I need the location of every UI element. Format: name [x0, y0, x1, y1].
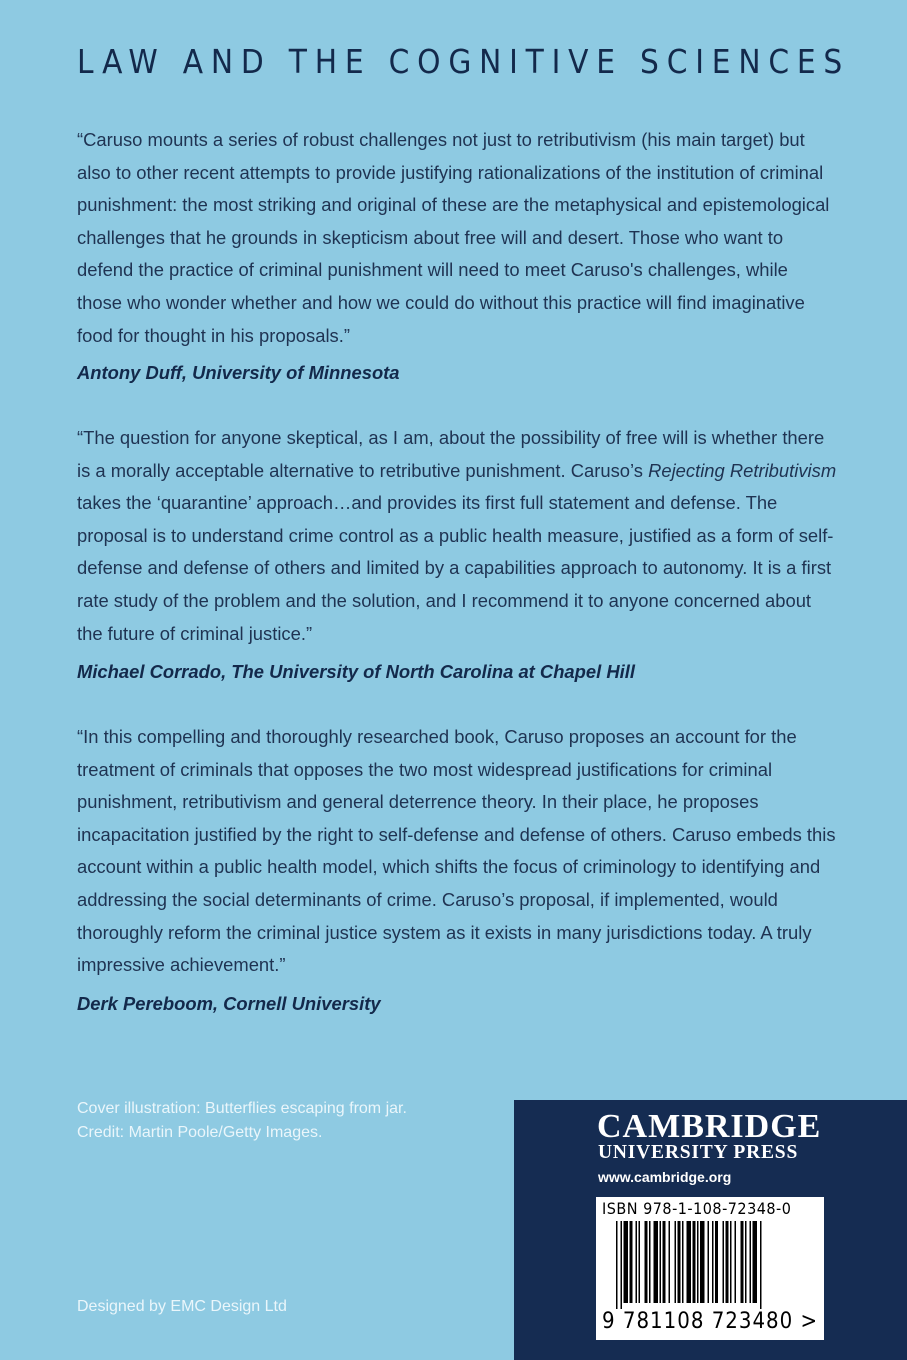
barcode-bar: [693, 1221, 696, 1303]
barcode-bar: [687, 1221, 692, 1303]
barcode-bar: [675, 1221, 677, 1303]
book-title-italic: Rejecting Retributivism: [648, 459, 837, 481]
barcode-icon: [602, 1221, 818, 1309]
barcode-bar: [663, 1221, 666, 1303]
review-author-2: Michael Corrado, The University of North Carolina at Chapel Hill: [77, 661, 635, 682]
barcode-digits: 9 781108 723480 >: [602, 1309, 819, 1334]
barcode-bar: [669, 1221, 671, 1303]
barcode-bar: [616, 1221, 618, 1309]
barcode-bar: [735, 1221, 737, 1303]
barcode-bar: [715, 1221, 718, 1303]
review-quote-2-part-1: “The question for anyone skeptical, as I am, about the possibility of free will is whether there is a morally acceptable alternative to retributive punishment. Caruso’s: [77, 427, 825, 481]
barcode-bar: [726, 1221, 729, 1303]
isbn-label: ISBN 978-1-108-72348-0: [602, 1199, 792, 1218]
designer-credit: Designed by EMC Design Ltd: [77, 1298, 287, 1315]
barcode-bar: [636, 1221, 638, 1303]
barcode-bar: [660, 1221, 662, 1303]
barcode-bar: [654, 1221, 659, 1303]
barcode-bar: [697, 1221, 699, 1303]
barcode-bar: [712, 1221, 714, 1303]
barcode-bar: [678, 1221, 681, 1303]
barcode-bar: [624, 1221, 629, 1303]
review-quote-2-part-2: takes the ‘quarantine’ approach…and provides its first full statement and defense. The proposal is to understand crime control as a public health measure, justified as a form of self-defense and defense of others and limited by a capabilities approach to autonomy. It is a first rate study of the problem and the solution, and I recommend it to anyone concerned about the future of criminal justice.”: [77, 492, 834, 644]
review-quote-3: “In this compelling and thoroughly researched book, Caruso proposes an account for the treatment of criminals that opposes the two most widespread justifications for criminal punishment, retributivism and general deterrence theory. In their place, he proposes incapacitation justified by the right to self-defense and defense of others. Caruso embeds this account within a public health model, which shifts the focus of criminology to identifying and addressing the social determinants of crime. Caruso’s proposal, if implemented, would thoroughly reform the criminal justice system as it exists in many jurisdictions today. A truly impressive achievement.”: [77, 726, 836, 976]
barcode-bar: [760, 1221, 762, 1309]
review-quote-2: [77, 422, 837, 650]
publisher-block: [514, 1100, 907, 1360]
series-title: LAW AND THE COGNITIVE SCIENCES: [77, 42, 851, 81]
barcode-bar: [649, 1221, 651, 1303]
review-quote-1: “Caruso mounts a series of robust challenges not just to retributivism (his main target) but also to other recent attempts to provide justifying rationalizations of the institution of criminal punishment: the most striking and original of these are the metaphysical and epistemological challenges that he grounds in skepticism about free will and desert. Those who want to defend the practice of criminal punishment will need to meet Caruso's challenges, while those who wonder whether and how we could do without this practice will find imaginative food for thought in his proposals.”: [77, 129, 830, 346]
publisher-website: www.cambridge.org: [598, 1169, 732, 1185]
barcode-bar: [682, 1221, 684, 1303]
barcode-bar: [645, 1221, 648, 1303]
barcode-bar: [745, 1221, 747, 1303]
barcode-box: [596, 1197, 824, 1340]
barcode-bar: [753, 1221, 758, 1303]
barcode-bar: [630, 1221, 633, 1303]
barcode-bar: [730, 1221, 732, 1303]
barcode-bar: [750, 1221, 752, 1303]
review-author-1: Antony Duff, University of Minnesota: [77, 362, 400, 383]
barcode-bar: [741, 1221, 744, 1303]
review-author-3: Derk Pereboom, Cornell University: [77, 993, 381, 1014]
barcode-bar: [723, 1221, 725, 1303]
cover-credit: Cover illustration: Butterflies escaping from jar. Credit: Martin Poole/Getty Images.: [77, 1100, 407, 1141]
barcode-bar: [708, 1221, 710, 1303]
barcode-bar: [700, 1221, 705, 1303]
publisher-press: UNIVERSITY PRESS: [598, 1142, 799, 1163]
publisher-name: CAMBRIDGE: [597, 1108, 822, 1145]
barcode-bar: [621, 1221, 623, 1309]
barcode-bar: [639, 1221, 641, 1303]
